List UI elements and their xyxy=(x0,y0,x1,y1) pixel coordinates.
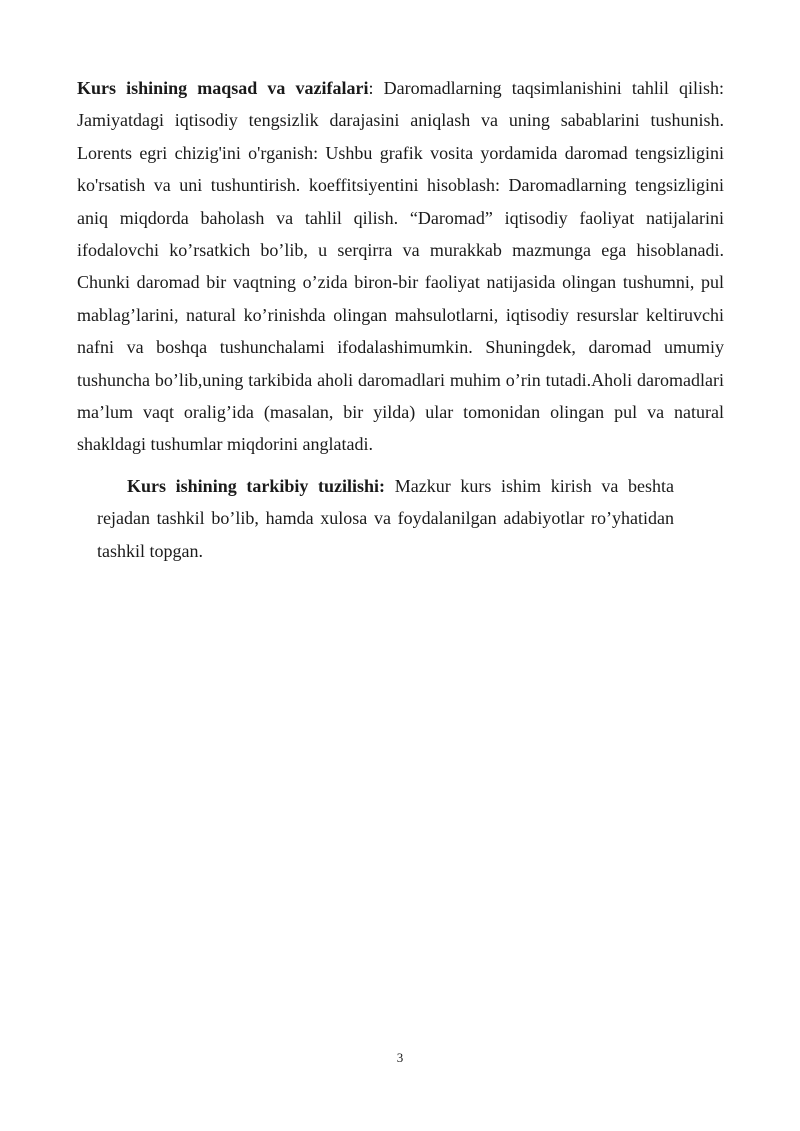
paragraph-structure xyxy=(97,470,674,567)
paragraph-structure-text: Mazkur kurs ishim kirish va beshta rejadan tashkil bo’lib, hamda xulosa va foydalanilgan adabiyotlar ro’yhatidan tashkil topgan. xyxy=(97,476,675,561)
paragraph-goals xyxy=(77,72,724,461)
page-number: 3 xyxy=(396,1050,404,1065)
paragraph-structure-heading: Kurs ishining tarkibiy tuzilishi: xyxy=(127,476,386,496)
paragraph-goals-heading: Kurs ishining maqsad va vazifalari xyxy=(77,78,369,98)
paragraph-goals-text: : Daromadlarning taqsimlanishini tahlil qilish: Jamiyatdagi iqtisodiy tengsizlik darajasini aniqlash va uning sabablarini tushunish. Lorents egri chizig'ini o'rganish: Ushbu grafik vosita yordamida daromad tengsizligini ko'rsatish va uni tushuntirish. koeffitsiyentini hisoblash: Daromadlarning tengsizligini aniq miqdorda baholash va tahlil qilish. “Daromad” iqtisodiy faoliyat natijalarini ifodalovchi ko’rsatkich bo’lib, u serqirra va murakkab mazmunga ega hisoblanadi. Chunki daromad bir vaqtning o’zida biron-bir faoliyat natijasida olingan tushumni, pul mablag’larini, natural ko’rinishda olingan mahsulotlarni, iqtisodiy resurslar keltiruvchi nafni va boshqa tushunchalami ifodalashimumkin. Shuningdek, daromad umumiy tushuncha bo’lib,uning tarkibida aholi daromadlari muhim o’rin tutadi.Aholi daromadlari ma’lum vaqt oralig’ida (masalan, bir yilda) ular tomonidan olingan pul va natural shakldagi tushumlar miqdorini anglatadi. xyxy=(77,78,724,455)
